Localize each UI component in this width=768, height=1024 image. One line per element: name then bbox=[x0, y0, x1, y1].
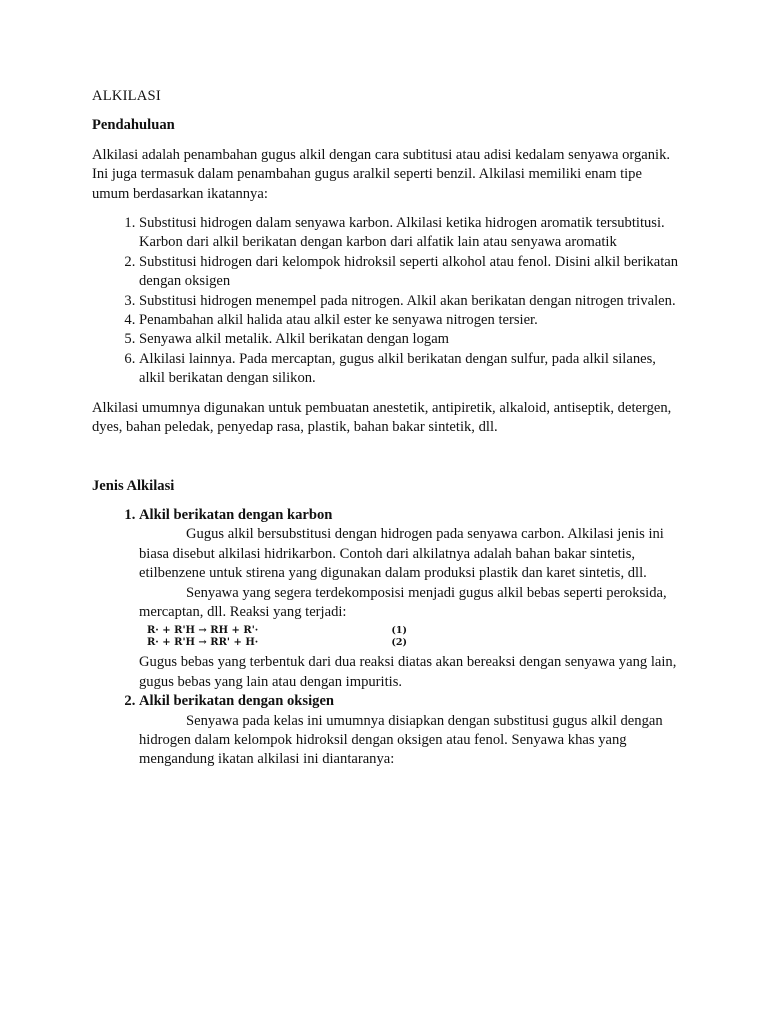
list-item: 1. Substitusi hidrogen dalam senyawa karbon. Alkilasi ketika hidrogen aromatik tersubtitusi. Karbon dari alkil berikatan dengan karbon dari alfatik lain atau senyawa aromatik bbox=[139, 214, 682, 253]
kind-paragraph: Gugus bebas yang terbentuk dari dua reaksi diatas akan bereaksi dengan senyawa yang lain, gugus bebas yang lain atau dengan impuritis. bbox=[139, 654, 677, 690]
document-page bbox=[92, 87, 682, 770]
intro-paragraph: Alkilasi adalah penambahan gugus alkil dengan cara subtitusi atau adisi kedalam senyawa organik. Ini juga termasuk dalam penambahan gugus aralkil seperti benzil. Alkilasi memiliki enam tipe umum berdasarkan ikatannya: bbox=[92, 146, 671, 202]
reaction-equation: R· + R'H → RR' + H· bbox=[147, 637, 259, 649]
section-heading-pendahuluan: Pendahuluan bbox=[92, 117, 175, 134]
list-item: 5. Senyawa alkil metalik. Alkil berikatan dengan logam bbox=[139, 330, 682, 349]
kind-item-carbon bbox=[139, 506, 682, 692]
spacer bbox=[92, 448, 682, 477]
reaction-row bbox=[147, 625, 407, 637]
section-heading-jenis: Jenis Alkilasi bbox=[92, 477, 175, 494]
document-title: ALKILASI bbox=[92, 88, 161, 104]
reaction-row bbox=[147, 637, 407, 649]
kind-paragraph: Senyawa pada kelas ini umumnya disiapkan dengan substitusi gugus alkil dengan hidrogen dalam kelompok hidroksil dengan oksigen atau fenol. Senyawa khas yang mengandung ikatan alkilasi ini diantaranya: bbox=[139, 712, 663, 768]
alkylation-kinds-list bbox=[92, 506, 682, 770]
reaction-equation: R· + R'H → RH + R'· bbox=[147, 625, 259, 637]
list-item: 4. Penambahan alkil halida atau alkil ester ke senyawa nitrogen tersier. bbox=[139, 311, 682, 330]
kind-item-oxygen bbox=[139, 692, 682, 770]
list-item: 6. Alkilasi lainnya. Pada mercaptan, gugus alkil berikatan dengan sulfur, pada alkil silanes, alkil berikatan dengan silikon. bbox=[139, 350, 682, 389]
kind-paragraph: Senyawa yang segera terdekomposisi menjadi gugus alkil bebas seperti peroksida, mercaptan, dll. Reaksi yang terjadi: bbox=[139, 584, 667, 620]
reaction-number: (1) bbox=[391, 625, 407, 637]
alkylation-types-list bbox=[92, 214, 682, 389]
list-item: 3. Substitusi hidrogen menempel pada nitrogen. Alkil akan berikatan dengan nitrogen trivalen. bbox=[139, 292, 682, 311]
kind-body bbox=[139, 712, 682, 770]
reaction-equations bbox=[147, 625, 682, 649]
kind-title: 1. Alkil berikatan dengan karbon bbox=[139, 506, 333, 523]
kind-body bbox=[139, 525, 682, 692]
list-item: 2. Substitusi hidrogen dari kelompok hidroksil seperti alkohol atau fenol. Disini alkil berikatan dengan oksigen bbox=[139, 253, 682, 292]
kind-title: 2. Alkil berikatan dengan oksigen bbox=[139, 693, 335, 710]
usage-paragraph: Alkilasi umumnya digunakan untuk pembuatan anestetik, antipiretik, alkaloid, antiseptik, detergen, dyes, bahan peledak, penyedap rasa, plastik, bahan bakar sintetik, dll. bbox=[92, 399, 672, 436]
reaction-number: (2) bbox=[391, 637, 407, 649]
kind-paragraph: Gugus alkil bersubstitusi dengan hidrogen pada senyawa carbon. Alkilasi jenis ini biasa disebut alkilasi hidrikarbon. Contoh dari alkilatnya adalah bahan bakar sintetis, etilbenzene untuk stirena yang digunakan dalam produksi plastik dan karet sintetis, dll. bbox=[139, 526, 664, 582]
